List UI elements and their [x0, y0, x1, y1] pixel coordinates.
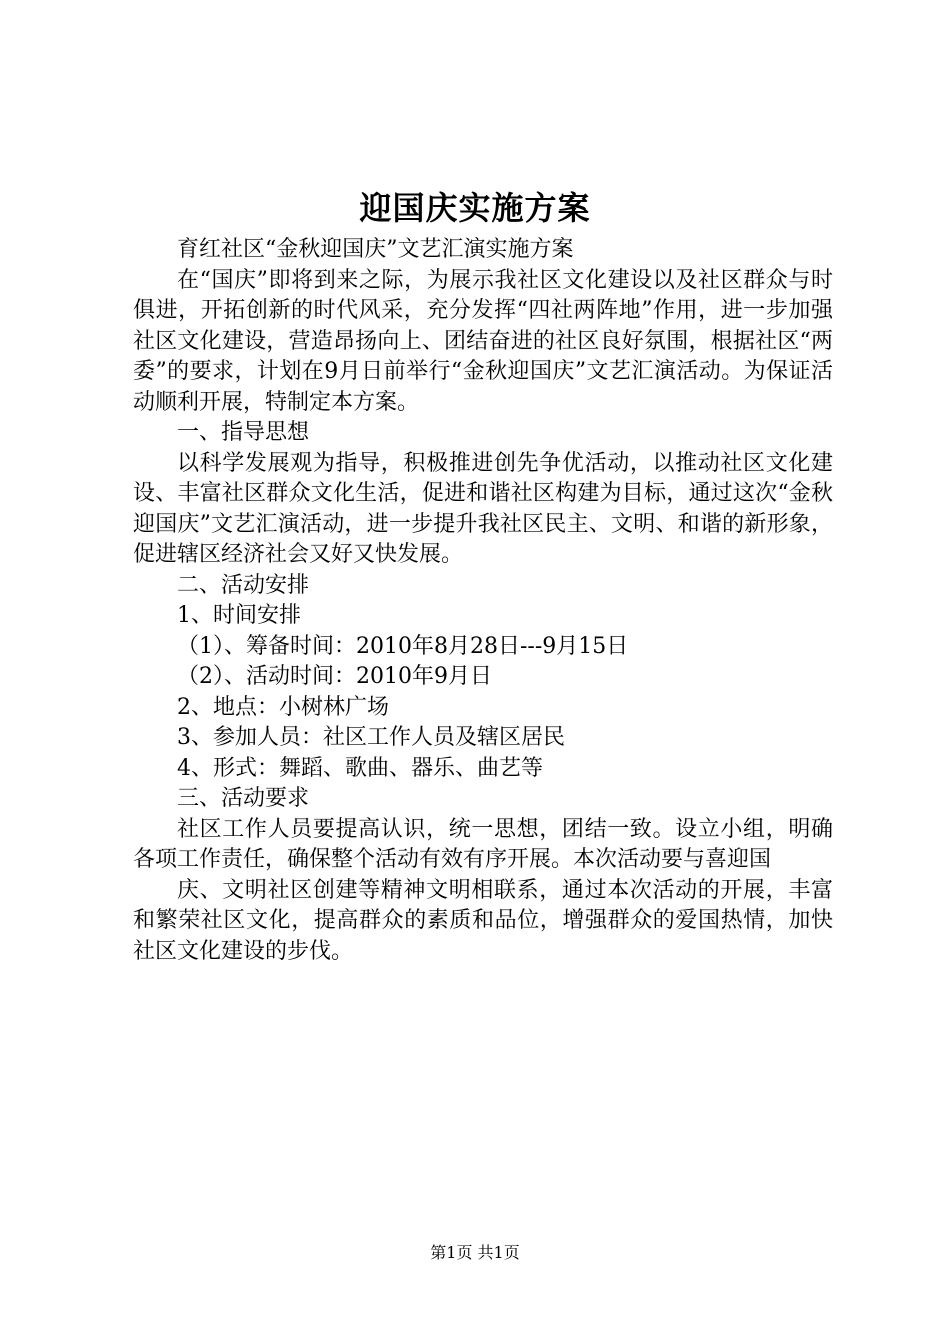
section-heading-activity-arrangement: 二、活动安排 — [177, 572, 310, 598]
subtitle-paragraph: 育红社区“金秋迎国庆”文艺汇演实施方案 — [177, 237, 574, 262]
requirements-paragraph: 社区工作人员要提高认识，统一思想，团结一致。设立小组，明确各项工作责任，确保整个活动有效有序开展。本次活动要与喜迎国 — [133, 816, 833, 872]
participants-item: 3、参加人员：社区工作人员及辖区居民 — [177, 725, 565, 750]
section-heading-requirements: 三、活动要求 — [177, 786, 310, 811]
page-footer: 第1页 共1页 — [430, 1243, 520, 1262]
section-heading-guiding-thought: 一、指导思想 — [177, 420, 310, 445]
location-item: 2、地点：小树林广场 — [177, 694, 389, 720]
document-body — [133, 235, 833, 967]
intro-paragraph: 在“国庆”即将到来之际，为展示我社区文化建设以及社区群众与时俱进，开拓创新的时代风采，充分发挥“四社两阵地”作用，进一步加强社区文化建设，营造昂扬向上、团结奋进的社区良好氛围，根据社区“两委”的要求，计划在9月日前举行“金秋迎国庆”文艺汇演活动。为保证活动顺利开展，特制定本方案。 — [133, 267, 833, 415]
closing-paragraph: 庆、文明社区创建等精神文明相联系，通过本次活动的开展，丰富和繁荣社区文化，提高群众的素质和品位，增强群众的爱国热情，加快社区文化建设的步伐。 — [133, 877, 833, 964]
format-item: 4、形式：舞蹈、歌曲、器乐、曲艺等 — [177, 755, 543, 781]
guiding-thought-paragraph: 以科学发展观为指导，积极推进创先争优活动，以推动社区文化建设、丰富社区群众文化生活，促进和谐社区构建为目标，通过这次“金秋迎国庆”文艺汇演活动，进一步提升我社区民主、文明、和谐的新形象，促进辖区经济社会又好又快发展。 — [133, 450, 833, 567]
document-title: 迎国庆实施方案 — [359, 189, 591, 227]
activity-time-item: （2）、活动时间：2010年9月日 — [177, 664, 492, 689]
preparation-time-item: （1）、筹备时间：2010年8月28日---9月15日 — [177, 633, 629, 659]
schedule-heading: 1、时间安排 — [177, 603, 301, 628]
